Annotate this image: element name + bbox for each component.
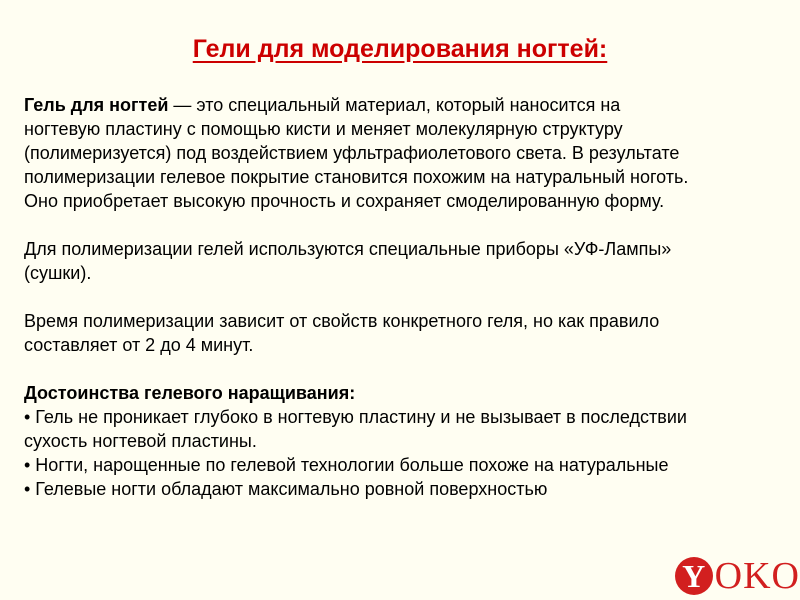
advantage-item-2: • Ногти, нарощенные по гелевой технологии больше похоже на натуральные <box>24 455 669 475</box>
intro-line-5: Оно приобретает высокую прочность и сохраняет смоделированную форму. <box>24 191 665 211</box>
lamps-line-1: Для полимеризации гелей используются специальные приборы «УФ-Лампы» <box>24 239 672 259</box>
advantage-item-1-line-1: • Гель не проникает глубоко в ногтевую пластину и не вызывает в последствии <box>24 407 687 427</box>
intro-line-1-text: — это специальный материал, который наносится на <box>168 95 621 115</box>
slide-title: Гели для моделирования ногтей: <box>192 35 608 63</box>
lamps-line-2: (сушки). <box>24 263 92 283</box>
time-line-1: Время полимеризации зависит от свойств конкретного геля, но как правило <box>24 311 660 331</box>
intro-lead-term: Гель для ногтей <box>24 95 169 115</box>
intro-line-3: (полимеризуется) под воздействием уфльтрафиолетового света. В результате <box>24 143 680 163</box>
advantage-item-1 <box>24 405 784 453</box>
logo-wordmark: OKO <box>714 555 800 597</box>
advantage-item-1-line-2: сухость ногтевой пластины. <box>24 431 257 451</box>
yoko-logo <box>675 554 800 598</box>
advantages-heading: Достоинства гелевого наращивания: <box>24 383 356 403</box>
time-line-2: составляет от 2 до 4 минут. <box>24 335 254 355</box>
logo-y-circle: Y <box>675 557 713 595</box>
intro-line-1 <box>24 93 784 117</box>
intro-paragraph <box>24 93 784 213</box>
slide-body <box>24 93 784 525</box>
intro-line-4: полимеризации гелевое покрытие становится похожим на натуральный ноготь. <box>24 167 689 187</box>
advantages-list <box>24 405 784 501</box>
time-paragraph <box>24 309 784 357</box>
lamps-paragraph <box>24 237 784 285</box>
advantages-section <box>24 381 784 501</box>
advantage-item-3: • Гелевые ногти обладают максимально ровной поверхностью <box>24 479 548 499</box>
intro-line-2: ногтевую пластину с помощью кисти и меняет молекулярную структуру <box>24 119 623 139</box>
